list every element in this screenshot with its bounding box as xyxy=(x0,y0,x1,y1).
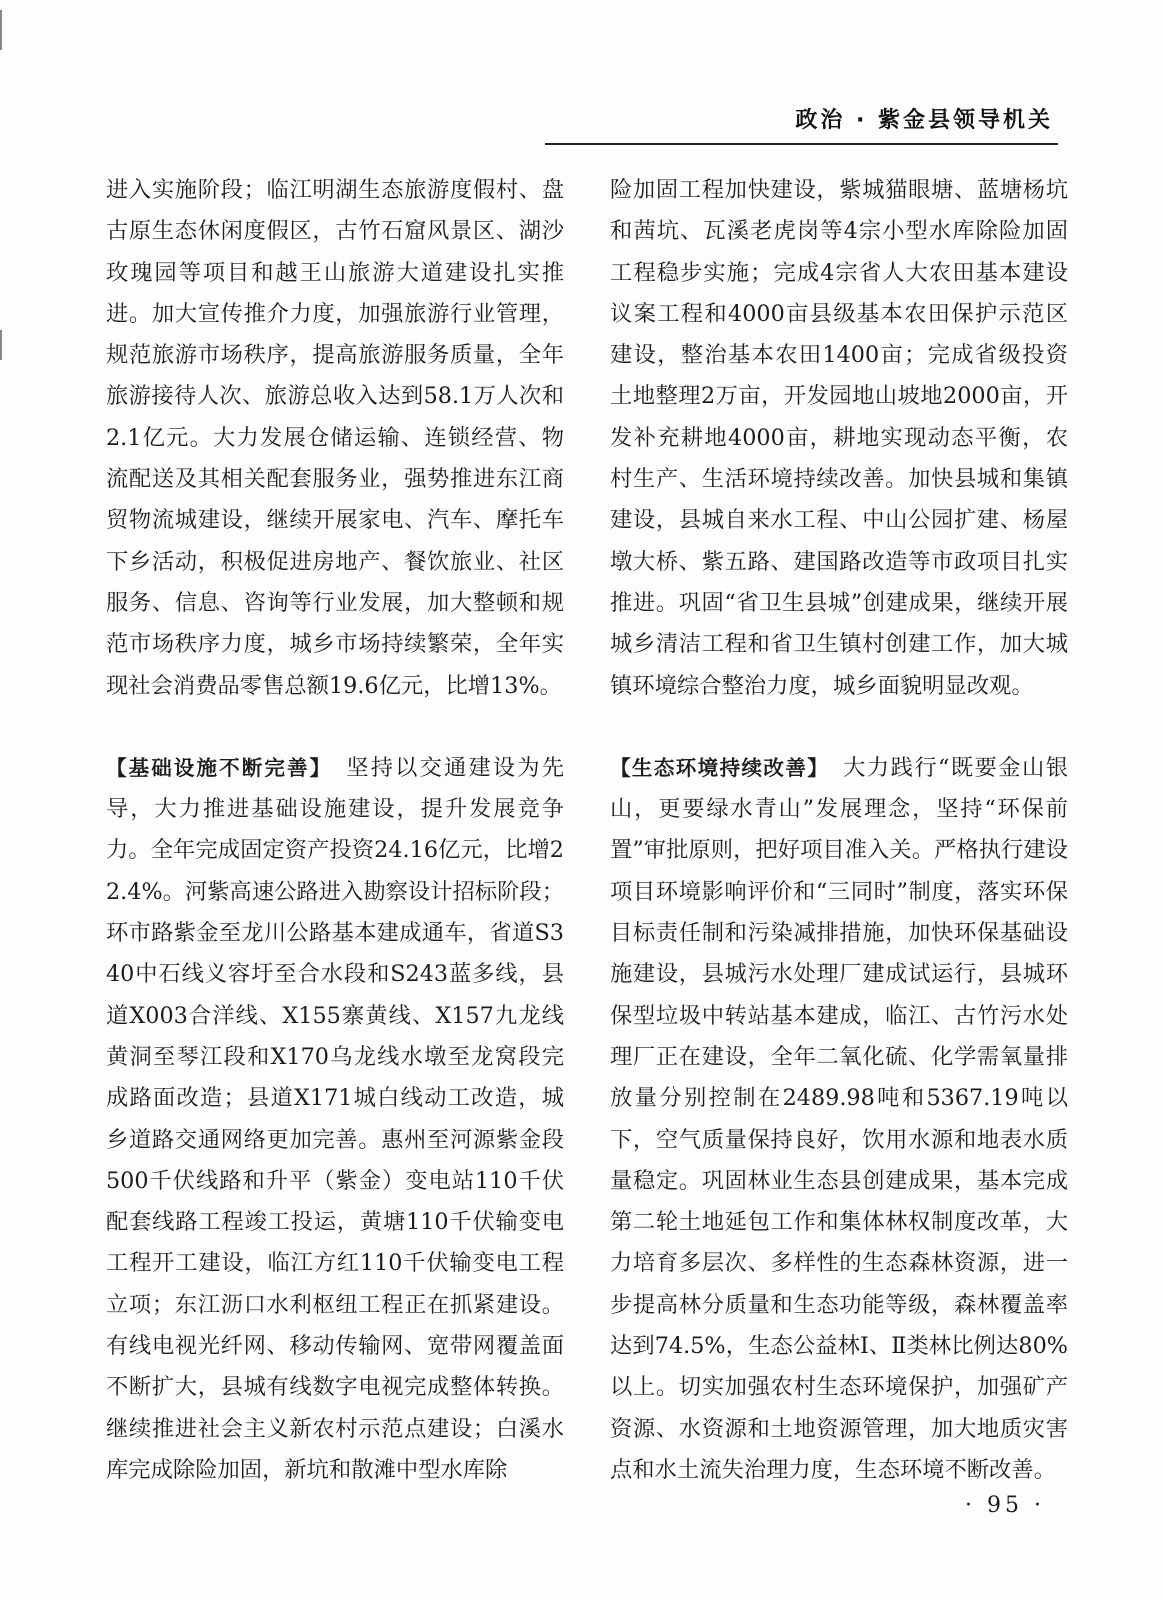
paragraph-body: 坚持以交通建设为先导，大力推进基础设施建设，提升发展竞争力。全年完成固定资产投资24.16亿元，比增22.4%。河紫高速公路进入勘察设计招标阶段；环市路紫金至龙川公路基本建成通车，省道S340中石线义容圩至合水段和S243蓝多线，县道X003合洋线、X155寨黄线、X157九龙线黄洞至琴江段和X170乌龙线水墩至龙窝段完成路面改造；县道X171城白线动工改造，城乡道路交通网络更加完善。惠州至河源紫金段500千伏线路和升平（紫金）变电站110千伏配套线路工程竣工投运，黄塘110千伏输变电工程开工建设，临江方红110千伏输变电工程立项；东江沥口水利枢纽工程正在抓紧建设。有线电视光纤网、移动传输网、宽带网覆盖面不断扩大，县城有线数字电视完成整体转换。继续推进社会主义新农村示范点建设；白溪水库完成除险加固，新坑和散滩中型水库除 xyxy=(106,754,564,1483)
right-column xyxy=(610,170,1068,1491)
paragraph-tourism-commerce: 进入实施阶段；临江明湖生态旅游度假村、盘古原生态休闲度假区，古竹石窟风景区、湖沙玫瑰园等项目和越王山旅游大道建设扎实推进。加大宣传推介力度，加强旅游行业管理，规范旅游市场秩序，提高旅游服务质量，全年旅游接待人次、旅游总收入达到58.1万人次和2.1亿元。大力发展仓储运输、连锁经营、物流配送及其相关配套服务业，强势推进东江商贸物流城建设，继续开展家电、汽车、摩托车下乡活动，积极促进房地产、餐饮旅业、社区服务、信息、咨询等行业发展，加大整顿和规范市场秩序力度，城乡市场持续繁荣，全年实现社会消费品零售总额19.6亿元，比增13%。 xyxy=(106,177,564,699)
left-column xyxy=(106,170,564,1491)
paragraph-ecology xyxy=(610,748,1068,1491)
header-rule xyxy=(545,143,1058,145)
section-heading: 【生态环境持续改善】 xyxy=(610,755,830,780)
page-number: · 95 · xyxy=(965,1493,1045,1518)
paragraph-infrastructure xyxy=(106,748,564,1491)
paragraph-body: 大力践行“既要金山银山，更要绿水青山”发展理念，坚持“环保前置”审批原则，把好项目准入关。严格执行建设项目环境影响评价和“三同时”制度，落实环保目标责任制和污染减排措施，加快环保基础设施建设，县城污水处理厂建成试运行，县城环保型垃圾中转站基本建成，临江、古竹污水处理厂正在建设，全年二氧化硫、化学需氧量排放量分别控制在2489.98吨和5367.19吨以下，空气质量保持良好，饮用水源和地表水质量稳定。巩固林业生态县创建成果，基本完成第二轮土地延包工作和集体林权制度改革，大力培育多层次、多样性的生态森林资源，进一步提高林分质量和生态功能等级，森林覆盖率达到74.5%，生态公益林Ⅰ、Ⅱ类林比例达80%以上。切实加强农村生态环境保护，加强矿产资源、水资源和土地资源管理，加大地质灾害点和水土流失治理力度，生态环境不断改善。 xyxy=(610,754,1068,1483)
running-header: 政治 · 紫金县领导机关 xyxy=(795,108,1053,133)
scan-edge-mark xyxy=(0,10,2,50)
scan-edge-mark xyxy=(0,330,2,360)
section-heading: 【基础设施不断完善】 xyxy=(106,755,333,780)
paragraph-water-land-urban: 险加固工程加快建设，紫城猫眼塘、蓝塘杨坑和茜坑、瓦溪老虎岗等4宗小型水库除险加固工程稳步实施；完成4宗省人大农田基本建设议案工程和4000亩县级基本农田保护示范区建设，整治基本农田1400亩；完成省级投资土地整理2万亩，开发园地山坡地2000亩，开发补充耕地4000亩，耕地实现动态平衡，农村生产、生活环境持续改善。加快县城和集镇建设，县城自来水工程、中山公园扩建、杨屋墩大桥、紫五路、建国路改造等市政项目扎实推进。巩固“省卫生县城”创建成果，继续开展城乡清洁工程和省卫生镇村创建工作，加大城镇环境综合整治力度，城乡面貌明显改观。 xyxy=(610,177,1068,699)
